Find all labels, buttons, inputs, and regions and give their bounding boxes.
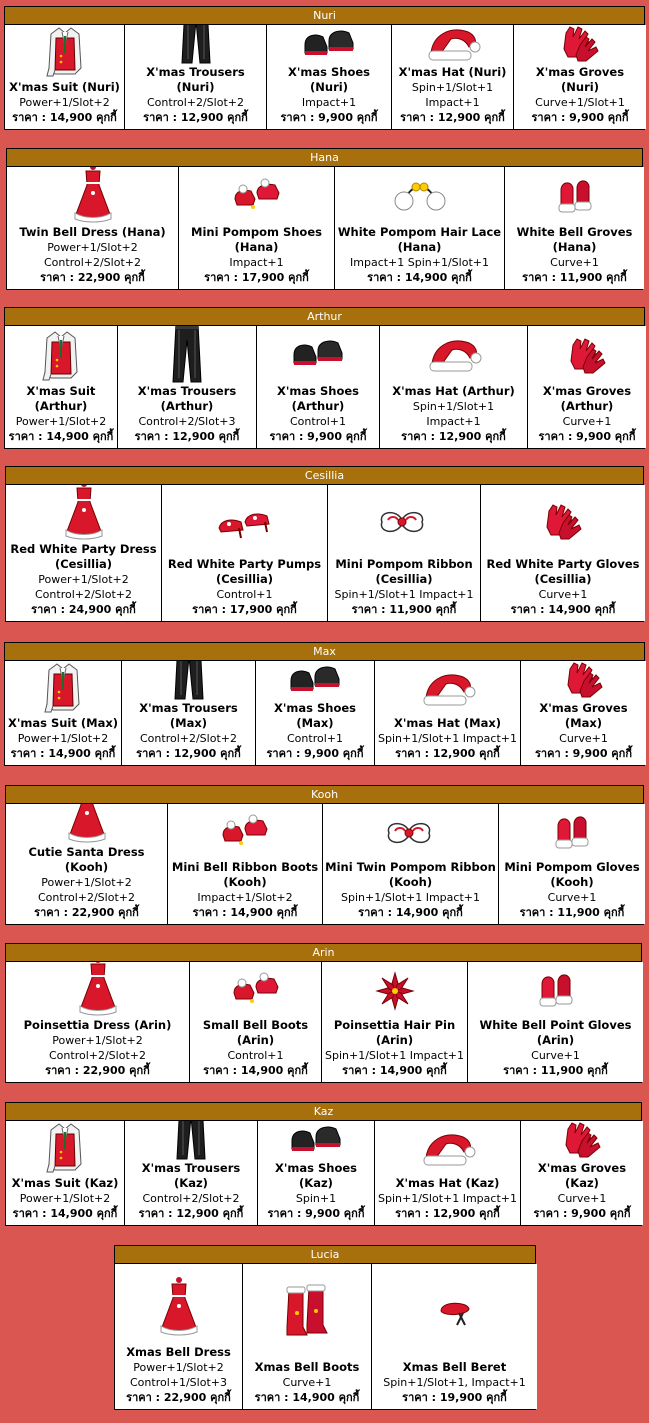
item-stats: Impact+1 xyxy=(301,96,357,109)
item-card[interactable] xyxy=(528,326,646,448)
hat-icon xyxy=(393,25,512,65)
item-stats: Spin+1/Slot+1 xyxy=(411,81,494,94)
item-stats: Control+1 xyxy=(290,415,346,428)
item-price: ราคา : 12,900 คุกกี้ xyxy=(401,430,506,443)
item-row xyxy=(5,326,644,448)
item-name: Cutie Santa Dress (Kooh) xyxy=(28,845,145,874)
section-title: Kooh xyxy=(6,786,643,804)
hat-icon xyxy=(376,663,519,716)
item-name: Red White Party Pumps (Cesillia) xyxy=(167,557,322,586)
gloves-icon xyxy=(522,1121,642,1161)
section-kaz xyxy=(5,1102,642,1226)
section-cesillia xyxy=(5,466,644,622)
item-price: ราคา : 22,900 คุกกี้ xyxy=(45,1064,150,1077)
item-price: ราคา : 11,900 คุกกี้ xyxy=(503,1064,608,1077)
item-stats: Impact+1 xyxy=(229,256,284,269)
item-card[interactable] xyxy=(190,962,322,1082)
item-stats: Impact+1 xyxy=(426,415,481,428)
item-stats: Control+2/Slot+2 xyxy=(38,891,135,904)
section-lucia xyxy=(114,1245,536,1410)
item-name: Xmas Bell Dress xyxy=(126,1345,231,1359)
trousers-icon xyxy=(119,326,255,384)
item-name: Poinsettia Dress (Arin) xyxy=(23,1018,172,1032)
item-price: ราคา : 12,900 คุกกี้ xyxy=(143,111,248,124)
trousers-icon xyxy=(126,1121,256,1161)
item-stats: Curve+1 xyxy=(559,732,608,745)
shoes-icon xyxy=(257,663,373,701)
item-card[interactable] xyxy=(5,661,122,765)
item-price: ราคา : 22,900 คุกกี้ xyxy=(126,1391,231,1404)
item-card[interactable] xyxy=(118,326,257,448)
item-card[interactable] xyxy=(7,167,179,289)
item-price: ราคา : 12,900 คุกกี้ xyxy=(400,111,505,124)
item-card[interactable] xyxy=(323,804,499,924)
item-card[interactable] xyxy=(514,25,646,129)
item-price: ราคา : 11,900 คุกกี้ xyxy=(522,271,627,284)
girlshoes-icon xyxy=(169,806,321,860)
item-name: X'mas Hat (Max) xyxy=(394,716,501,730)
dress-icon xyxy=(7,962,188,1018)
section-title: Hana xyxy=(7,149,642,167)
item-card[interactable] xyxy=(257,326,380,448)
item-card[interactable] xyxy=(6,485,162,621)
dress-icon xyxy=(116,1266,241,1345)
item-price: ราคา : 12,900 คุกกี้ xyxy=(395,747,500,760)
item-name: X'mas Trousers (Nuri) xyxy=(146,65,245,94)
beret-icon xyxy=(373,1266,536,1360)
item-name: White Bell Groves (Hana) xyxy=(516,225,633,254)
section-title: Arthur xyxy=(5,308,644,326)
section-title: Max xyxy=(5,643,644,661)
item-price: ราคา : 12,900 คุกกี้ xyxy=(395,1207,500,1220)
boots-icon xyxy=(244,1266,370,1360)
item-stats: Power+1/Slot+2 xyxy=(41,876,132,889)
item-price: ราคา : 14,900 คุกกี้ xyxy=(12,1207,118,1220)
item-price: ราคา : 12,900 คุกกี้ xyxy=(138,1207,244,1220)
item-name: Mini Bell Ribbon Boots (Kooh) xyxy=(171,860,319,889)
item-card[interactable] xyxy=(521,1121,643,1225)
item-card[interactable] xyxy=(179,167,335,289)
item-price: ราคา : 17,900 คุกกี้ xyxy=(204,271,309,284)
item-stats: Power+1/Slot+2 xyxy=(19,1192,111,1205)
item-name: X'mas Hat (Arthur) xyxy=(392,384,515,398)
item-name: Mini Pompom Ribbon (Cesillia) xyxy=(335,557,473,586)
section-title: Lucia xyxy=(115,1246,535,1264)
item-stats: Curve+1 xyxy=(557,1192,607,1205)
item-card[interactable] xyxy=(335,167,505,289)
section-nuri xyxy=(4,6,645,130)
item-name: Mini Pompom Gloves (Kooh) xyxy=(504,860,640,889)
item-card[interactable] xyxy=(168,804,323,924)
item-card[interactable] xyxy=(125,25,267,129)
item-stats: Spin+1/Slot+1 xyxy=(412,400,495,413)
item-name: White Bell Point Gloves (Arin) xyxy=(479,1018,632,1047)
hat-icon xyxy=(381,328,526,384)
item-price: ราคา : 19,900 คุกกี้ xyxy=(402,1391,507,1404)
item-price: ราคา : 14,900 คุกกี้ xyxy=(510,603,616,616)
item-stats: Curve+1 xyxy=(562,415,612,428)
item-stats: Impact+1/Slot+2 xyxy=(197,891,293,904)
item-stats: Control+2/Slot+2 xyxy=(147,96,244,109)
item-name: X'mas Shoes (Nuri) xyxy=(288,65,370,94)
item-stats: Power+1/Slot+2 xyxy=(52,1034,143,1047)
item-name: X'mas Hat (Nuri) xyxy=(398,65,507,79)
item-stats: Curve+1/Slot+1 xyxy=(535,96,625,109)
item-stats: Control+2/Slot+2 xyxy=(35,588,132,601)
girlshoes-icon xyxy=(180,169,333,225)
shoes-icon xyxy=(259,1123,373,1161)
item-stats: Spin+1 xyxy=(295,1192,337,1205)
item-price: ราคา : 12,900 คุกกี้ xyxy=(134,430,240,443)
item-price: ราคา : 14,900 คุกกี้ xyxy=(342,1064,447,1077)
item-price: ราคา : 14,900 คุกกี้ xyxy=(10,747,116,760)
item-row xyxy=(6,804,643,924)
item-price: ราคา : 14,900 คุกกี้ xyxy=(203,1064,308,1077)
item-stats: Control+1/Slot+3 xyxy=(130,1376,227,1389)
item-name: Small Bell Boots (Arin) xyxy=(202,1018,309,1047)
item-row xyxy=(5,661,644,765)
item-name: X'mas Shoes (Kaz) xyxy=(275,1161,357,1190)
item-stats: Spin+1/Slot+1 Impact+1 xyxy=(341,891,480,904)
item-row xyxy=(6,1121,641,1225)
item-stats: Spin+1/Slot+1 Impact+1 xyxy=(378,1192,517,1205)
item-stats: Control+1 xyxy=(216,588,273,601)
item-stats: Power+1/Slot+2 xyxy=(133,1361,224,1374)
item-stats: Curve+1 xyxy=(547,891,597,904)
item-card[interactable] xyxy=(162,485,328,621)
item-name: Twin Bell Dress (Hana) xyxy=(19,225,166,239)
pumps-icon xyxy=(163,487,326,557)
item-name: X'mas Groves (Arthur) xyxy=(542,384,632,413)
item-card[interactable] xyxy=(258,1121,375,1225)
suit-icon xyxy=(7,1121,123,1176)
item-name: X'mas Suit (Kaz) xyxy=(11,1176,119,1190)
section-max xyxy=(4,642,645,766)
ribbon-icon xyxy=(329,487,479,557)
mitten-icon xyxy=(500,806,644,860)
item-name: X'mas Hat (Kaz) xyxy=(395,1176,500,1190)
hat-icon xyxy=(376,1123,519,1176)
item-name: X'mas Trousers (Max) xyxy=(139,701,238,730)
shoes-icon xyxy=(258,328,378,384)
item-price: ราคา : 14,900 คุกกี้ xyxy=(367,271,472,284)
item-stats: Curve+1 xyxy=(531,1049,580,1062)
item-stats: Power+1/Slot+2 xyxy=(19,96,110,109)
item-stats: Spin+1/Slot+1 Impact+1 xyxy=(325,1049,464,1062)
item-stats: Control+2/Slot+2 xyxy=(140,732,237,745)
item-price: ราคา : 12,900 คุกกี้ xyxy=(136,747,241,760)
suit-icon xyxy=(6,661,120,716)
item-card[interactable] xyxy=(505,167,644,289)
shoes-icon xyxy=(268,27,390,65)
item-name: X'mas Suit (Max) xyxy=(7,716,119,730)
item-name: Xmas Bell Boots xyxy=(254,1360,360,1374)
item-stats: Control+2/Slot+2 xyxy=(49,1049,146,1062)
item-price: ราคา : 9,900 คุกกี้ xyxy=(267,1207,365,1220)
item-stats: Control+2/Slot+2 xyxy=(142,1192,240,1205)
item-price: ราคา : 9,900 คุกกี้ xyxy=(538,430,636,443)
item-stats: Impact+1 Spin+1/Slot+1 xyxy=(350,256,489,269)
item-card[interactable] xyxy=(6,962,190,1082)
item-name: X'mas Groves (Max) xyxy=(539,701,628,730)
pompom-icon xyxy=(336,169,503,225)
item-name: X'mas Trousers (Kaz) xyxy=(141,1161,241,1190)
suit-icon xyxy=(6,328,116,384)
item-name: X'mas Groves (Kaz) xyxy=(537,1161,627,1190)
item-name: Mini Pompom Shoes (Hana) xyxy=(191,225,322,254)
item-price: ราคา : 22,900 คุกกี้ xyxy=(40,271,145,284)
item-price: ราคา : 17,900 คุกกี้ xyxy=(192,603,297,616)
item-row xyxy=(115,1264,535,1409)
item-price: ราคา : 9,900 คุกกี้ xyxy=(280,111,378,124)
item-row xyxy=(7,167,642,289)
item-price: ราคา : 9,900 คุกกี้ xyxy=(535,747,632,760)
item-card[interactable] xyxy=(256,661,375,765)
trousers-icon xyxy=(126,25,265,65)
item-card[interactable] xyxy=(125,1121,258,1225)
dress-icon xyxy=(7,804,166,845)
item-name: X'mas Shoes (Arthur) xyxy=(277,384,359,413)
item-name: Mini Twin Pompom Ribbon (Kooh) xyxy=(325,860,496,889)
section-arthur xyxy=(4,307,645,449)
item-row xyxy=(6,485,643,621)
section-hana xyxy=(6,148,643,290)
mitten-icon xyxy=(469,964,642,1018)
item-stats: Control+2/Slot+2 xyxy=(44,256,141,269)
ribbon-icon xyxy=(324,806,497,860)
item-name: X'mas Shoes (Max) xyxy=(274,701,356,730)
gloves-icon xyxy=(529,328,645,384)
section-kooh xyxy=(5,785,644,925)
item-stats: Power+1/Slot+2 xyxy=(15,415,107,428)
item-stats: Control+1 xyxy=(287,732,343,745)
girlshoes-icon xyxy=(191,964,320,1018)
item-stats: Control+2/Slot+3 xyxy=(138,415,236,428)
item-price: ราคา : 9,900 คุกกี้ xyxy=(266,747,364,760)
item-stats: Spin+1/Slot+1 Impact+1 xyxy=(378,732,517,745)
gloves-icon xyxy=(482,487,644,557)
item-card[interactable] xyxy=(468,962,643,1082)
item-price: ราคา : 14,900 คุกกี้ xyxy=(8,430,114,443)
item-card[interactable] xyxy=(243,1264,372,1409)
item-price: ราคา : 11,900 คุกกี้ xyxy=(519,906,625,919)
item-price: ราคา : 9,900 คุกกี้ xyxy=(269,430,367,443)
item-price: ราคา : 9,900 คุกกี้ xyxy=(533,1207,631,1220)
item-card[interactable] xyxy=(115,1264,243,1409)
item-price: ราคา : 11,900 คุกกี้ xyxy=(351,603,457,616)
trousers-icon xyxy=(123,661,254,701)
item-card[interactable] xyxy=(6,1121,125,1225)
item-stats: Power+1/Slot+2 xyxy=(17,732,109,745)
section-arin xyxy=(5,943,642,1083)
item-name: White Pompom Hair Lace (Hana) xyxy=(337,225,502,254)
item-card[interactable] xyxy=(392,25,514,129)
item-name: Xmas Bell Beret xyxy=(402,1360,507,1374)
item-stats: Impact+1 xyxy=(425,96,480,109)
item-card[interactable] xyxy=(375,661,521,765)
item-card[interactable] xyxy=(5,326,118,448)
mitten-icon xyxy=(506,169,643,225)
dress-icon xyxy=(8,167,177,225)
item-price: ราคา : 14,900 คุกกี้ xyxy=(12,111,117,124)
item-card[interactable] xyxy=(322,962,468,1082)
section-title: Arin xyxy=(6,944,641,962)
item-name: X'mas Suit (Nuri) xyxy=(9,80,120,94)
item-card[interactable] xyxy=(122,661,256,765)
flower-icon xyxy=(323,964,466,1018)
item-name: Poinsettia Hair Pin (Arin) xyxy=(333,1018,456,1047)
item-card[interactable] xyxy=(481,485,645,621)
item-card[interactable] xyxy=(267,25,392,129)
item-stats: Spin+1/Slot+1, Impact+1 xyxy=(383,1376,526,1389)
item-price: ราคา : 22,900 คุกกี้ xyxy=(34,906,139,919)
item-stats: Curve+1 xyxy=(538,588,588,601)
item-card[interactable] xyxy=(375,1121,521,1225)
item-price: ราคา : 14,900 คุกกี้ xyxy=(192,906,298,919)
item-price: ราคา : 9,900 คุกกี้ xyxy=(531,111,629,124)
item-row xyxy=(6,962,641,1082)
section-title: Cesillia xyxy=(6,467,643,485)
item-stats: Power+1/Slot+2 xyxy=(38,573,129,586)
item-stats: Curve+1 xyxy=(282,1376,332,1389)
item-name: X'mas Trousers (Arthur) xyxy=(137,384,237,413)
item-name: X'mas Groves (Nuri) xyxy=(535,65,625,94)
item-stats: Power+1/Slot+2 xyxy=(47,241,138,254)
section-title: Nuri xyxy=(5,7,644,25)
gloves-icon xyxy=(515,25,645,65)
item-card[interactable] xyxy=(521,661,646,765)
item-card[interactable] xyxy=(380,326,528,448)
item-card[interactable] xyxy=(328,485,481,621)
item-stats: Curve+1 xyxy=(550,256,599,269)
item-stats: Control+1 xyxy=(227,1049,284,1062)
item-card[interactable] xyxy=(372,1264,537,1409)
gloves-icon xyxy=(522,661,645,701)
item-price: ราคา : 14,900 คุกกี้ xyxy=(358,906,463,919)
item-card[interactable] xyxy=(499,804,645,924)
item-card[interactable] xyxy=(5,25,125,129)
item-name: X'mas Suit (Arthur) xyxy=(26,384,96,413)
suit-icon xyxy=(6,25,123,80)
item-price: ราคา : 24,900 คุกกี้ xyxy=(31,603,136,616)
dress-icon xyxy=(7,485,160,542)
section-title: Kaz xyxy=(6,1103,641,1121)
item-name: Red White Party Dress (Cesillia) xyxy=(10,542,157,571)
item-row xyxy=(5,25,644,129)
item-stats: Spin+1/Slot+1 Impact+1 xyxy=(334,588,474,601)
item-name: Red White Party Gloves (Cesillia) xyxy=(486,557,640,586)
item-card[interactable] xyxy=(6,804,168,924)
item-price: ราคา : 14,900 คุกกี้ xyxy=(254,1391,360,1404)
